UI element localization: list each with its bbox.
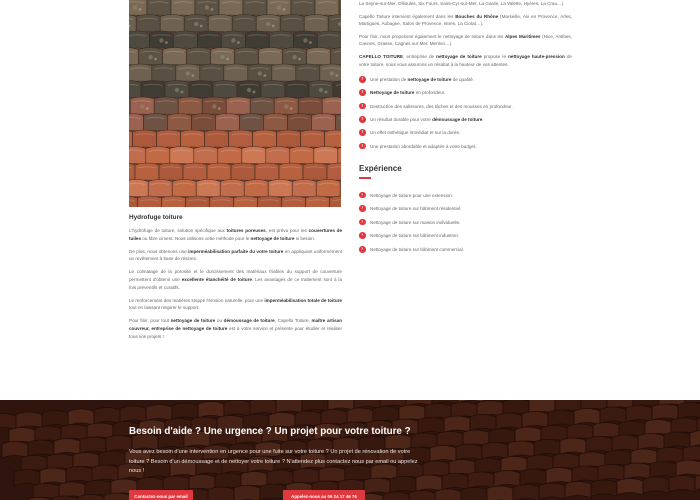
chevron-right-icon: ›	[359, 232, 366, 239]
list-item: ! Destruction des salissures, des tâches et des mousses en profondeur.	[359, 103, 572, 110]
banner-title: Besoin d'aide ? Une urgence ? Un projet pour votre toiture ?	[129, 426, 411, 437]
paragraph: La Seyne-sur-Mer, Ollioules, Six Fours, Saint-Cyr-sur-Mer, La Garde, La Valette, Hyères, La Crau…).	[359, 1, 565, 6]
list-item: › Nettoyage de toiture sur maison individuelle.	[359, 219, 572, 226]
list-item: › Nettoyage de toiture pour une extension.	[359, 192, 572, 199]
title-underline	[359, 177, 371, 179]
chevron-right-icon: ›	[359, 205, 366, 212]
paragraph: Le colmatage de la porosité et le durcissement des matériaux friables du support de couverture permettent d'obtenir une excellente étanchéité de toiture. Les avantages de ce traitement sont à la fois préventifs et curatifs.	[129, 269, 342, 290]
list-item: › Nettoyage de toiture sur bâtiment industriel.	[359, 232, 572, 239]
alert-icon: !	[359, 143, 366, 150]
alert-icon: !	[359, 116, 366, 123]
service-area-text	[359, 0, 572, 68]
list-item: › Nettoyage de toiture sur bâtiment résidentiel.	[359, 205, 572, 212]
paragraph: CAPELLO TOITURE, entreprise de nettoyage de toiture propose le nettoyage haute-pression de votre toiture, nous vous assurons un résultat à la hauteur de vos attentes.	[359, 53, 572, 67]
alert-icon: !	[359, 89, 366, 96]
contact-banner	[0, 400, 700, 500]
paragraph: Pour finir, nous proposons également le nettoyage de toiture dans les Alpes Maritimes (Nice, Antibes, Cannes, Grasse, Cagnes sur Mer, Menton…).	[359, 33, 573, 47]
phone-contact-button[interactable]: Appelez-nous au 06 24 17 46 76	[283, 490, 365, 500]
benefits-list	[359, 76, 572, 149]
alert-icon: !	[359, 129, 366, 136]
hydrofuge-text	[129, 227, 342, 340]
list-item: ! Une prestation abordable et adaptée à votre budget.	[359, 143, 572, 150]
list-item: › Nettoyage de toiture sur bâtiment commercial.	[359, 246, 572, 253]
roof-tiles-image	[129, 0, 341, 207]
experience-list	[359, 192, 572, 253]
list-item: ! Nettoyage de toiture en profondeur.	[359, 89, 572, 96]
paragraph: Le renforcement des matières stoppe l'érosion naturelle, pour une imperméabilisation totale de toiture tout en laissant respirer le support.	[129, 297, 342, 311]
hydrofuge-title: Hydrofuge toiture	[129, 214, 183, 221]
banner-content	[129, 426, 429, 477]
banner-text: Vous avez besoin d'une intervention en urgence pour une fuite sur votre toiture ? Un projet de rénovation de votre toiture ? Besoin d'un démoussage et de nettoyer votre toiture ? N'attendez plus contactez nous par email ou appelez nous !	[129, 449, 418, 474]
chevron-right-icon: ›	[359, 192, 366, 199]
paragraph: Capello Toiture intervient également dans les Bouches du Rhône (Marseille, Aix en Provence, Arles, Martigues, Aubagne, Salon de Provence, Istres, La Ciotat…).	[359, 13, 572, 27]
left-column	[129, 214, 342, 346]
paragraph: Pour finir, pour tout nettoyage de toiture ou démoussage de toiture, Capello Toiture, maître artisan couvreur, entreprise de nettoyage de toiture est à votre service et présente pour étudier et réaliser tous vos projets !	[129, 318, 343, 339]
chevron-right-icon: ›	[359, 219, 366, 226]
list-item: ! Un résultat durable pour votre démoussage de toiture.	[359, 116, 572, 123]
experience-title: Expérience	[359, 164, 572, 179]
alert-icon: !	[359, 76, 366, 83]
paragraph: De plus, nous obtenons une imperméabilisation parfaite du votre toiture en appliquant uniformément un revêtement à base de résines.	[129, 248, 342, 262]
list-item: ! Une prestation de nettoyage de toiture de qualité.	[359, 76, 572, 83]
list-item: ! Un effet esthétique immédiat et sur la durée.	[359, 129, 572, 136]
alert-icon: !	[359, 103, 366, 110]
roof-tiles-illustration	[129, 0, 341, 207]
email-contact-button[interactable]: Contactez-nous par email	[129, 490, 193, 500]
paragraph: L'hydrofuge de toiture, solution spécifique aux toitures poreuses, est prévu pour les couvertures de tuiles ou fibre ciment. Nous utilisons cette méthode pour le nettoyage de toiture si besoin.	[129, 228, 343, 241]
chevron-right-icon: ›	[359, 246, 366, 253]
right-column	[359, 0, 572, 260]
